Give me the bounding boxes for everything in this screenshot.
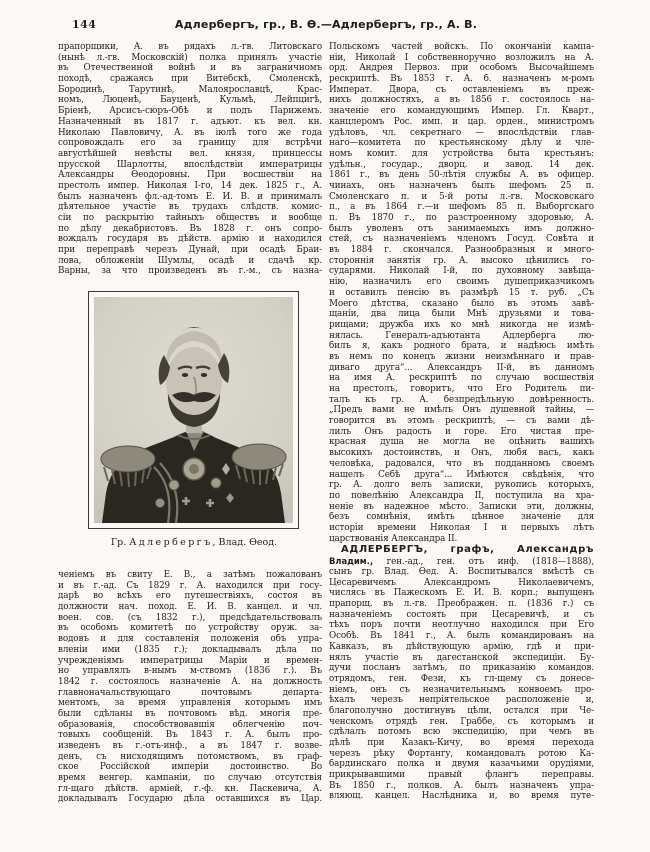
text-line: стороннія занятія гр. А. высоко цѣнились го-: [329, 255, 594, 266]
text-line: Бородинѣ, Тарутинѣ, Малоярославцѣ, Крас-: [58, 84, 322, 95]
text-line: дарѣ во всѣхъ его путешествіяхъ, состоя въ: [58, 591, 322, 602]
text-line: (нынѣ л.-гв. Московскій) полка принялъ участіе: [58, 52, 322, 63]
text-line: бардинскаго полка и двумя казачьими орудіями,: [329, 759, 594, 770]
text-line: нашелъ Себѣ друга“... Имѣются свѣдѣнія, что: [329, 469, 594, 480]
text-line: номъ, Люценѣ, Бауценѣ, Кульмѣ, Лейпцигѣ,: [58, 95, 322, 106]
text-line: Варны, за что произведенъ въ г.-м., съ назна-: [58, 266, 322, 277]
text-line: воен. сов. (съ 1832 г.), предсѣдательствовалъ: [58, 612, 322, 623]
text-line: Александры Ѳеодоровны. При восшествіи на: [58, 170, 322, 181]
text-line: на престолъ, говоритъ, что Его Родитель пи-: [329, 384, 594, 394]
portrait-image: [94, 297, 293, 523]
text-line: значеніе его командующимъ Импер. Гл. Кварт.,: [329, 106, 594, 117]
text-line: но управлялъ в-нымъ м-ствомъ (1836 г.). Въ: [58, 666, 322, 677]
text-line: ченіемъ въ свиту Е. В., а затѣмъ пожалованъ: [58, 570, 322, 580]
text-line: щаніи, два лица были Мнѣ друзьями и това-: [329, 309, 594, 320]
figure-caption: [88, 537, 300, 548]
text-line: престолъ импер. Николая I-го, 14 дек. 1825 г., А.: [58, 180, 322, 191]
text-line: время венгер. кампаніи, по случаю отсутствія: [58, 773, 322, 784]
text-line: Польскомъ частей войскъ. По окончаніи кампа-: [329, 42, 594, 52]
text-line: удѣловъ, чл. секретнаго — впослѣдствіи глав-: [329, 127, 594, 138]
text-line: нію, назначилъ его своимъ душеприказчикомъ: [329, 277, 594, 288]
text-line: изведенъ въ г.-отъ-инф., а въ 1847 г. возве-: [58, 741, 322, 751]
text-line: дучи посланъ затѣмъ, по приказанію командов.: [329, 663, 594, 674]
text-line: ніемъ, онъ съ незначительнымъ конвоемъ про-: [329, 684, 594, 695]
text-line: Владим., ген.-ад., ген. отъ инф. (1818—1888),: [329, 556, 594, 567]
text-line: орд. Андрея Первоз. при особомъ Высочайшемъ: [329, 63, 594, 74]
left-column-upper-text: [58, 42, 322, 277]
text-line: удѣльн., государ., дворц. и завод. 14 дек.: [329, 159, 594, 170]
text-line: главноначальствующаго почтовымъ департа-: [58, 687, 322, 698]
text-line: числясь въ Пажескомъ Е. И. В. корп.; выпущенъ: [329, 588, 594, 599]
text-line: красная душа не могла не оцѣнить вашихъ: [329, 437, 594, 448]
text-line: вленіи ими (1835 г.); докладывалъ дѣла по: [58, 644, 322, 655]
text-line: былъ уволенъ отъ занимаемыхъ имъ должно-: [329, 223, 594, 234]
text-line: сіи по раскрытію тайныхъ обществъ и вообще: [58, 213, 322, 223]
text-line: лилъ Онъ радость и горе. Его чистая пре-: [329, 426, 594, 437]
text-line: ченскомъ отрядѣ ген. Граббе, съ которымъ и: [329, 716, 594, 727]
text-line: въ особомъ комитетѣ по устройству оруж. за-: [58, 623, 322, 634]
text-line: чинахъ, онъ назначенъ былъ шефомъ 25 п.: [329, 180, 594, 191]
text-line: Особѣ. Въ 1841 г., А. былъ командированъ на: [329, 631, 594, 642]
text-line: походѣ, сражаясь при Витебскѣ, Смоленскѣ,: [58, 74, 322, 85]
text-line: талъ къ гр. А. безпредѣльную довѣренность.: [329, 394, 594, 405]
figure-caption-name: Адлербергъ: [129, 537, 213, 548]
text-line: Въ 1850 г., полков. А. былъ назначенъ упра-: [329, 780, 594, 791]
text-line: назначеніемъ состоять при Цесаревичѣ, и съ: [329, 609, 594, 620]
text-line: п., а въ 1864 г.—и шефомъ 85 п. Выборгскаго: [329, 202, 594, 213]
text-line: вождалъ государя въ дѣйств. армію и находился: [58, 234, 322, 245]
text-line: рищами; дружба ихъ ко мнѣ никогда не измѣ-: [329, 319, 594, 330]
text-line: номъ комит. для устройства быта крестьянъ:: [329, 148, 594, 159]
text-line: высокихъ достоинствъ, и Онъ, любя васъ, какъ: [329, 448, 594, 459]
text-line: безъ сомнѣнія, имѣть цѣнное значеніе для: [329, 512, 594, 523]
text-line: говорится въ этомъ рескриптѣ, — съ вами дѣ-: [329, 416, 594, 427]
text-line: гл-щаго дѣйств. арміей, г.-ф. кн. Паскевича, А.: [58, 783, 322, 794]
text-line: АДЛЕРБЕРГЪ, графъ, Александръ: [341, 544, 594, 556]
text-line: августѣйшей невѣсты вел. князя, принцессы: [58, 148, 322, 159]
text-line: гр. А. долго велъ записки, рукопись которыхъ,: [329, 480, 594, 491]
running-header: Адлербергъ, гр., В. Ѳ.—Адлербергъ, гр., А. В.: [174, 18, 478, 31]
text-line: сдѣлалъ потомъ всю экспедицію, при чемъ въ: [329, 727, 594, 738]
text-line: дѣлѣ при Казакъ-Кичу, во время перехода: [329, 738, 594, 748]
text-line: прапорщики, А. въ рядахъ л.-гв. Литовскаго: [58, 42, 322, 52]
text-line: царствованія Александра II.: [329, 533, 458, 544]
text-line: 1842 г. состоялось назначеніе А. на должность: [58, 676, 322, 687]
text-line: былъ назначенъ фл.-ад-томъ Е. И. В. и принималъ: [58, 191, 322, 202]
text-line: п. Въ 1870 г., по разстроенному здоровью, А.: [329, 213, 594, 223]
text-line: Цесаревичемъ Александромъ Николаевичемъ,: [329, 577, 594, 588]
text-line: были сдѣланы въ почтовомъ вѣд. многія пре-: [58, 708, 322, 719]
text-line: неніе въ надежное мѣсто. Записки эти, должны,: [329, 501, 594, 512]
text-line: сопровождалъ его за границу для встрѣчи: [58, 138, 322, 149]
text-line: при переправѣ черезъ Дунай, при осадѣ Браи-: [58, 245, 322, 256]
text-line: сынъ гр. Влад. Ѳед. А. Воспитывался вмѣстѣ съ: [329, 567, 594, 577]
text-line: Императ. Двора, съ оставленіемъ въ преж-: [329, 84, 594, 95]
text-line: на имя А. рескриптѣ по случаю восшествія: [329, 373, 594, 384]
text-line: и оставилъ пенсію въ размѣрѣ 15 т. руб. „Съ: [329, 287, 594, 298]
text-line: нялъ участіе въ дагестанской экспедиціи. Бу-: [329, 652, 594, 663]
portrait-frame: [88, 291, 299, 529]
text-line: Николаю Павловичу, А. въ іюлѣ того же года: [58, 127, 322, 138]
text-line: черезъ рѣку Фортангу, командовалъ ротою Ка-: [329, 748, 594, 759]
text-line: стей, съ назначеніемъ членомъ Госуд. Совѣта и: [329, 234, 594, 245]
text-line: прапорщ. въ л.-гв. Преображен. п. (1836 г.) съ: [329, 599, 594, 610]
text-line: товыхъ сообщеній. Въ 1843 г. А. былъ про-: [58, 730, 322, 741]
text-line: и въ г.-ад. Съ 1829 г. А. находился при госу-: [58, 580, 322, 591]
text-line: должности нач. поход. Е. И. В. канцел. и чл.: [58, 602, 322, 613]
text-line: водовъ и для составленія положенія объ упра-: [58, 634, 322, 645]
text-line: ѣхалъ черезъ непріятельское расположеніе и,: [329, 695, 594, 706]
text-line: отрядомъ, ген. Фези, къ гл-щему съ донесе-: [329, 673, 594, 684]
text-line: дѣятельное участіе въ трудахъ слѣдств. комис-: [58, 202, 322, 213]
text-line: человѣка, радовался, что въ подданномъ своемъ: [329, 458, 594, 469]
text-line: „Предъ вами не имѣлъ Онъ душевной тайны, —: [329, 405, 594, 416]
text-line: наго—комитета по крестьянскому дѣлу и чле-: [329, 138, 594, 149]
figure-caption-suffix: , Влад. Ѳеод.: [212, 537, 278, 548]
text-line: по повелѣнію Александра II, поступила на хра-: [329, 490, 594, 501]
text-line: ніи, Николай I собственноручно возложилъ на А.: [329, 52, 594, 63]
text-line: въ Отечественной войнѣ и въ заграничномъ: [58, 63, 322, 74]
text-line: въ немъ по конецъ жизни неизмѣннаго и прав-: [329, 351, 594, 362]
text-line: образованія, способствовавшія облегченію поч-: [58, 719, 322, 730]
text-line: ское Россійской имперіи достоинство. Во: [58, 762, 322, 773]
text-line: Назначенный въ 1817 г. адъют. къ вел. кн.: [58, 116, 322, 127]
text-line: благополучно достигнувъ цѣли, остался при Че-: [329, 705, 594, 716]
text-line: прусской Шарлотты, впослѣдствіи императрицы: [58, 159, 322, 170]
text-line: нялась. Генералъ-адъютанта Адлерберга лю-: [329, 330, 594, 341]
text-line: вляющ. канцел. Наслѣдника и, во время путе-: [329, 791, 594, 802]
text-line: Бріенѣ, Арсисъ-сюръ-Обѣ и подъ Парижемъ.: [58, 106, 322, 117]
text-line: нихъ должностяхъ, а въ 1856 г. состоялось на-: [329, 95, 594, 106]
text-line: 1861 г., въ день 50-лѣтія службы А. въ офицер.: [329, 170, 594, 181]
text-line: денъ, съ нисходящимъ потомствомъ, въ граф-: [58, 751, 322, 762]
text-line: лова, обложеніи Шумлы, осадѣ и сдачѣ кр.: [58, 255, 322, 266]
text-line: учрежденіямъ императрицы Маріи и времен-: [58, 655, 322, 666]
text-line: Моего дѣтства, сказано было въ этомъ завѣ-: [329, 298, 594, 309]
text-line: диваго друга“... Александръ II-й, въ данномъ: [329, 362, 594, 373]
text-line: сударями. Николай I-й, по духовному завѣща-: [329, 266, 594, 277]
right-column-text: [329, 42, 594, 802]
portrait-figure: [88, 291, 300, 548]
text-line: рескриптѣ. Въ 1853 г. А. б. назначенъ м-ромъ: [329, 74, 594, 85]
text-line: канцлеромъ Рос. имп. и цар. орден., министромъ: [329, 116, 594, 127]
figure-caption-prefix: Гр.: [110, 537, 130, 548]
text-line: въ 1884 г. скончался. Разнообразныя и много-: [329, 245, 594, 256]
page-number: 144: [72, 18, 97, 31]
text-line: исторіи времени Николая I и первыхъ лѣтъ: [329, 522, 594, 533]
text-line: тѣхъ поръ почти неотлучно находился при Его: [329, 620, 594, 631]
text-line: докладывалъ Государю дѣла оставшихся въ Цар.: [58, 794, 322, 805]
text-line: билъ я, какъ родного брата, и надѣюсь имѣть: [329, 341, 594, 352]
text-line: прикрывавшими правый флангъ переправы.: [329, 770, 594, 781]
text-line: по дѣлу декабристовъ. Въ 1828 г. онъ сопро-: [58, 223, 322, 234]
text-line: Смоленскаго п. и 5-й роты л.-гв. Московскаго: [329, 191, 594, 202]
left-column-lower-text: [58, 570, 322, 805]
text-line: Кавказъ, въ дѣйствующую армію, гдѣ и при-: [329, 641, 594, 652]
text-line: ментомъ, за время управленія которымъ имъ: [58, 698, 322, 709]
